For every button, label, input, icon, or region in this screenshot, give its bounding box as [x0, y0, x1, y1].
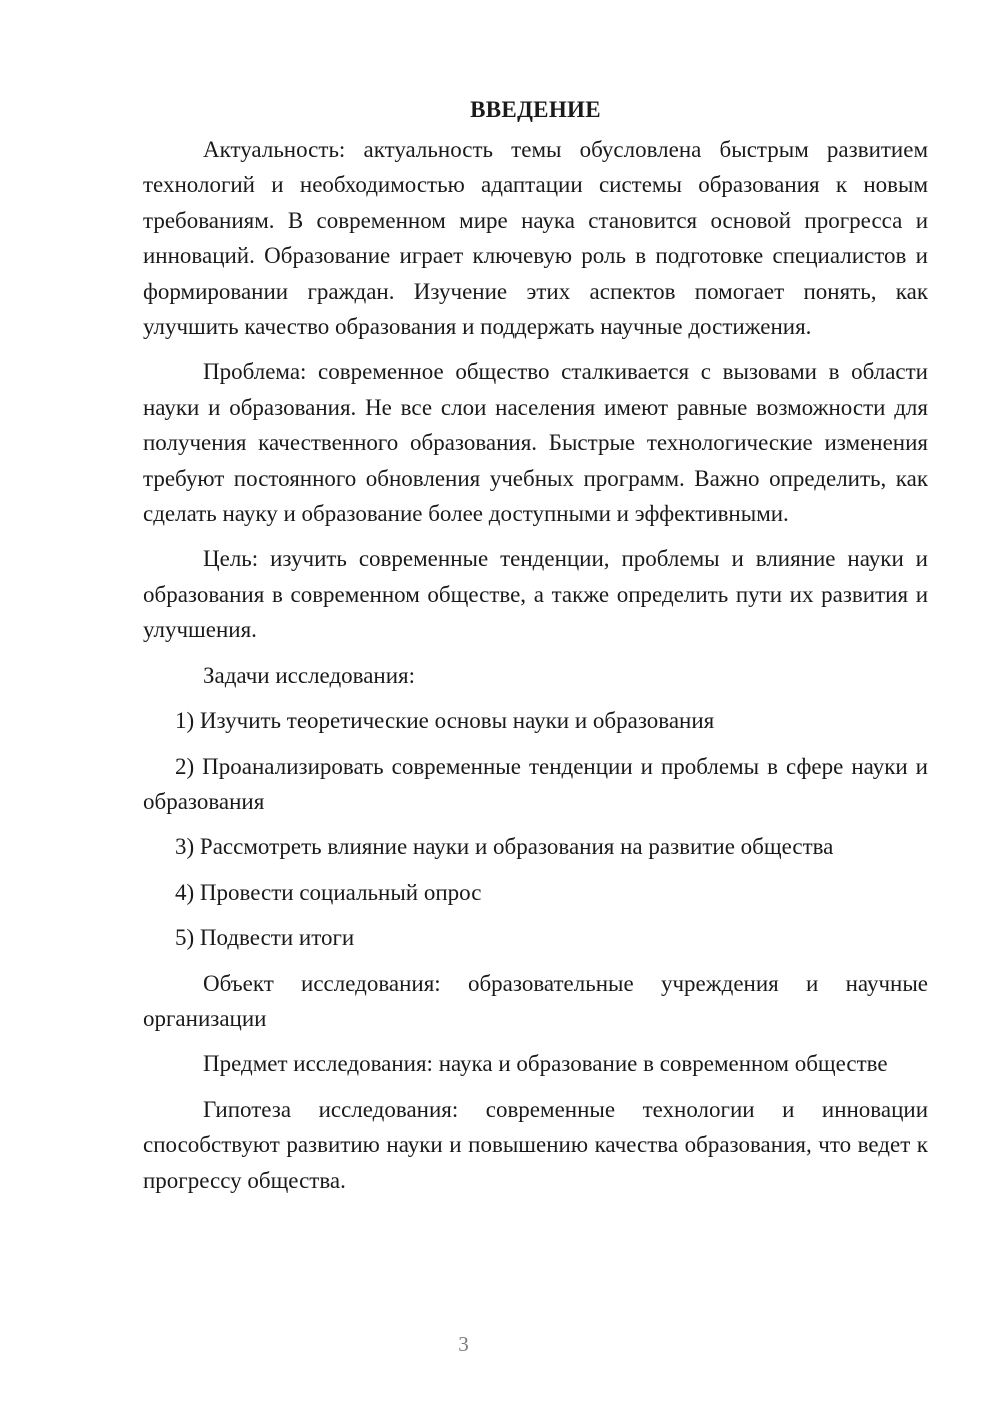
task-item: 3) Рассмотреть влияние науки и образования на развитие общества	[175, 834, 834, 860]
page-number: 3	[458, 1332, 469, 1356]
paragraph-hypothesis: Гипотеза исследования: современные технологии и инновации способствуют развитию науки и повышению качества образования, что ведет к прогрессу общества.	[143, 1096, 928, 1193]
task-item: 4) Провести социальный опрос	[175, 879, 482, 905]
task-item: 1) Изучить теоретические основы науки и образования	[175, 708, 715, 734]
paragraph-tasks-heading: Задачи исследования:	[203, 662, 416, 688]
page-body	[143, 92, 928, 1208]
task-item: 5) Подвести итоги	[175, 925, 355, 951]
paragraph-subject: Предмет исследования: наука и образование в современном обществе	[203, 1051, 888, 1077]
section-title: ВВЕДЕНИЕ	[470, 97, 601, 122]
paragraph-object: Объект исследования: образовательные учреждения и научные организации	[143, 970, 928, 1031]
paragraph-relevance: Актуальность: актуальность темы обусловлена быстрым развитием технологий и необходимостью адаптации системы образования к новым требованиям. В современном мире наука становится основой прогресса и инноваций. Образование играет ключевую роль в подготовке специалистов и формировании граждан. Изучение этих аспектов помогает понять, как улучшить качество образования и поддержать научные достижения.	[143, 137, 928, 340]
paragraph-goal: Цель: изучить современные тенденции, проблемы и влияние науки и образования в современном обществе, а также определить пути их развития и улучшения.	[143, 546, 928, 643]
task-item: 2) Проанализировать современные тенденции и проблемы в сфере науки и образования	[143, 753, 928, 814]
paragraph-problem: Проблема: современное общество сталкивается с вызовами в области науки и образования. Не все слои населения имеют равные возможности для получения качественного образования. Быстрые технологические изменения требуют постоянного обновления учебных программ. Важно определить, как сделать науку и образование более доступными и эффективными.	[143, 359, 928, 527]
